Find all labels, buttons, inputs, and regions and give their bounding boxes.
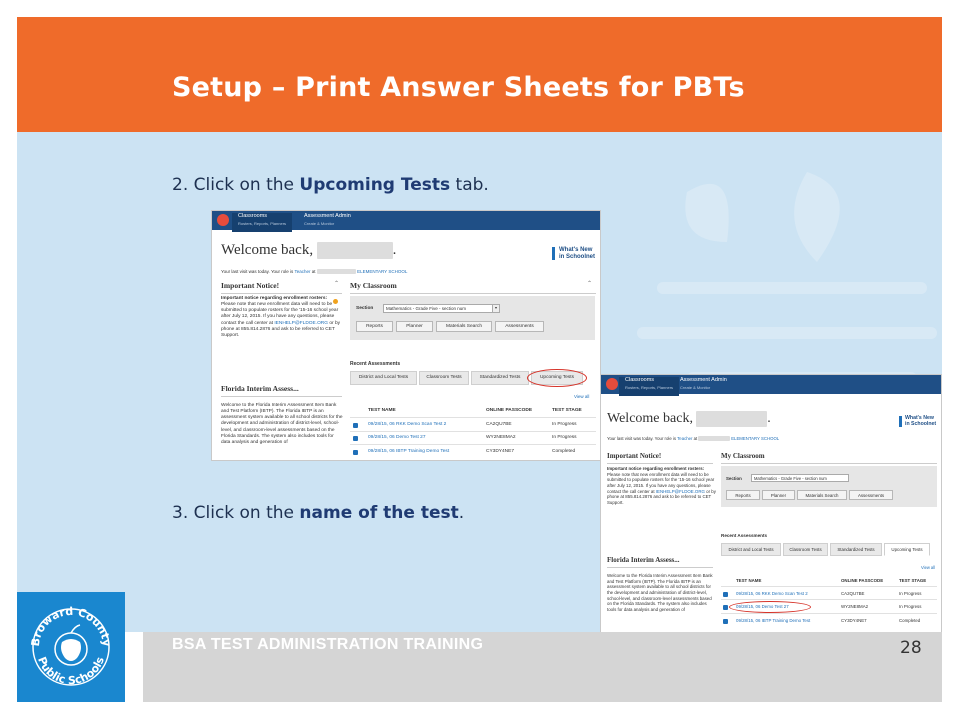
whats-new-line-1: What's New	[559, 247, 593, 253]
table-divider	[721, 613, 937, 614]
role-link[interactable]: Teacher	[677, 436, 693, 441]
step-3-text: 3. Click on the	[172, 503, 300, 523]
section-toolbar	[721, 466, 937, 507]
svg-text:Broward County: Broward County	[28, 604, 114, 648]
tab-classroom-tests[interactable]	[783, 543, 828, 556]
table-divider	[721, 599, 937, 600]
tab-classroom-label: Classroom Tests	[789, 547, 822, 552]
school-link[interactable]: ELEMENTARY SCHOOL	[731, 436, 780, 441]
user-name	[317, 242, 393, 259]
district-logo	[17, 592, 125, 702]
table-divider	[350, 431, 596, 432]
notice-text	[221, 296, 344, 339]
materials-search-label: Materials Search	[805, 492, 839, 498]
step-2-instruction	[172, 175, 489, 195]
section-label: Section	[726, 476, 742, 481]
notice-head: Important notice regarding enrollment rosters:	[607, 466, 705, 471]
tab-classroom-label: Classroom Tests	[426, 375, 462, 380]
planner-button[interactable]	[396, 321, 433, 332]
stage-cell: In Progress	[552, 422, 577, 427]
school-name-blur	[698, 436, 730, 441]
reports-button[interactable]	[356, 321, 393, 332]
step-3-instruction	[172, 503, 464, 523]
passcode-cell: WY2NE8MA2	[841, 604, 869, 609]
tab-upcoming-label: Upcoming Tests	[891, 547, 923, 552]
assessments-label: Assessments	[505, 324, 534, 329]
classroom-panel-title: My Classroom	[721, 452, 937, 464]
recent-assessments-heading: Recent Assessments	[721, 533, 768, 538]
materials-search-button[interactable]	[436, 321, 492, 332]
passcode-cell: CY3DY4NE7	[486, 449, 514, 454]
column-test-name: TEST NAME	[736, 578, 762, 583]
visit-info	[221, 269, 407, 274]
tab-upcoming-tests[interactable]	[884, 543, 930, 556]
screenshot-test-name	[600, 374, 942, 633]
nav-classrooms[interactable]	[232, 213, 292, 232]
step-2-bold: Upcoming Tests	[299, 175, 451, 195]
test-name-link[interactable]: 09/28/15, 06 Demo Test 27	[736, 604, 789, 609]
print-icon[interactable]	[723, 605, 728, 610]
visit-text: Your last visit was today. Your role is	[221, 269, 294, 274]
materials-search-label: Materials Search	[446, 324, 482, 329]
notice-text	[607, 466, 716, 505]
stage-cell: In Progress	[552, 435, 577, 440]
collapse-chevron-icon[interactable]: ⌃	[587, 281, 593, 287]
visit-at: at	[693, 436, 698, 441]
table-divider	[350, 444, 596, 445]
nav-classrooms-sub: Rosters, Reports, Planners	[625, 385, 674, 390]
fia-panel-title: Florida Interim Assess...	[607, 556, 713, 568]
tab-standardized-tests[interactable]	[830, 543, 882, 556]
column-online-passcode: ONLINE PASSCODE	[486, 408, 533, 413]
highlight-circle	[527, 369, 587, 387]
reports-label: Reports	[735, 492, 751, 498]
step-2-text-end: tab.	[450, 175, 489, 195]
nav-admin-label: Assessment Admin	[680, 377, 727, 383]
test-name-link[interactable]: 09/28/15, 06 Demo Test 27	[368, 435, 426, 440]
section-toolbar	[350, 296, 595, 340]
notice-body: Please note that new enrollment data will need to be submitted to populate rosters for the '15-16 school year after July 12, 2015. If you have any questions, please contact the call center at	[607, 471, 715, 494]
welcome-text: Welcome back,	[221, 242, 314, 258]
print-icon[interactable]	[723, 592, 728, 597]
section-value: Mathematics - Grade Five - section num	[386, 306, 467, 311]
nav-admin-sub: Create & Monitor	[304, 221, 335, 226]
column-test-stage: TEST STAGE	[899, 578, 927, 583]
section-select[interactable]	[383, 304, 495, 313]
tab-standardized-label: Standardized Tests	[479, 375, 521, 380]
reports-button[interactable]	[726, 490, 760, 500]
assessments-label: Assessments	[857, 492, 885, 498]
column-online-passcode: ONLINE PASSCODE	[841, 578, 884, 583]
notice-body: Please note that new enrollment data will need to be submitted to populate rosters for the '15-16 school year after July 12, 2015. If you have any questions, please contact the call center at	[221, 302, 339, 326]
print-icon[interactable]	[353, 450, 358, 455]
fia-panel-title: Florida Interim Assess...	[221, 384, 342, 397]
stage-cell: In Progress	[899, 604, 922, 609]
table-divider	[350, 417, 596, 418]
notice-email-link[interactable]: IENHELP@FLDOE.ORG	[655, 488, 705, 494]
section-value: Mathematics - Grade Five - section num	[754, 476, 827, 481]
stage-cell: Completed	[899, 618, 921, 623]
school-link[interactable]: ELEMENTARY SCHOOL	[357, 269, 408, 274]
welcome-heading: Welcome back, .	[221, 242, 397, 258]
whats-new-link[interactable]	[552, 247, 595, 260]
slide-title: Setup – Print Answer Sheets for PBTs	[172, 72, 745, 103]
tab-district-local[interactable]	[350, 371, 417, 385]
step-3-bold: name of the test	[299, 503, 459, 523]
notice-panel-title: Important Notice!	[607, 452, 713, 464]
tab-standardized-tests[interactable]	[471, 371, 529, 385]
print-icon[interactable]	[353, 423, 358, 428]
fia-text: Welcome to the Florida Interim Assessment Item Bank and Test Platform (IBTP). The Florida IBTP is an assessment system available to all school districts for the development and administration of district-level, school-level, and classroom-level assessments based on the Florida Standards. The system also includes tools for data analysis and generation of	[607, 573, 713, 612]
planner-label: Planner	[406, 324, 423, 329]
tab-upcoming-label: Upcoming Tests	[539, 375, 575, 380]
test-name-link[interactable]: 09/28/15, 06 RKK Demo Scan Test 2	[368, 422, 447, 427]
table-divider	[721, 586, 937, 587]
stage-cell: In Progress	[899, 591, 922, 596]
materials-search-button[interactable]	[797, 490, 847, 500]
section-label: Section	[356, 306, 374, 311]
nav-classrooms-sub: Rosters, Reports, Planners	[238, 221, 287, 226]
print-icon[interactable]	[723, 619, 728, 624]
notice-email-link[interactable]: IENHELP@FLDOE.ORG	[274, 320, 328, 326]
step-2-text: 2. Click on the	[172, 175, 300, 195]
visit-info	[607, 436, 779, 441]
print-icon[interactable]	[353, 436, 358, 441]
notice-head: Important notice regarding enrollment rosters:	[221, 296, 328, 301]
school-name-blur	[317, 269, 356, 274]
nav-admin-sub: Create & Monitor	[680, 385, 711, 390]
nav-assessment-admin[interactable]	[680, 377, 727, 391]
nav-admin-label: Assessment Admin	[304, 213, 351, 219]
tab-district-local[interactable]	[721, 543, 781, 556]
whats-new-line-2: in Schoolnet	[559, 253, 595, 260]
tab-district-label: District and Local Tests	[358, 375, 409, 380]
passcode-cell: CA2QU7BE	[841, 591, 865, 596]
test-name-link[interactable]: 09/28/15, 06 IBTP Training Demo Test	[368, 449, 450, 454]
view-all-link[interactable]: View all	[574, 394, 590, 399]
notice-tail: or by phone at 855.814.2876 and ask to be referred to CET Support.	[607, 488, 716, 505]
footer-text: BSA TEST ADMINISTRATION TRAINING	[172, 636, 484, 653]
test-name-link[interactable]: 09/28/15, 06 RKK Demo Scan Test 2	[736, 591, 808, 596]
dropdown-arrow-icon[interactable]: ▾	[492, 304, 500, 313]
assessments-button[interactable]	[495, 321, 544, 332]
column-test-name: TEST NAME	[368, 408, 396, 413]
screenshot-upcoming-tests	[211, 210, 601, 461]
step-3-text-end: .	[458, 503, 465, 523]
app-nav-bar	[601, 375, 941, 394]
visit-at: at	[311, 269, 316, 274]
svg-text:Public Schools: Public Schools	[35, 654, 107, 688]
view-all-link[interactable]: View all	[921, 565, 936, 570]
whats-new-line-2: in Schoolnet	[905, 420, 937, 427]
page-number: 28	[900, 638, 922, 658]
home-icon[interactable]	[606, 378, 618, 390]
logo-seal-icon	[17, 592, 125, 702]
welcome-text: Welcome back,	[607, 411, 693, 426]
collapse-chevron-icon[interactable]: ⌃	[334, 281, 340, 287]
user-name	[696, 411, 767, 427]
nav-assessment-admin[interactable]	[304, 213, 351, 227]
classroom-panel-title: My Classroom	[350, 281, 596, 294]
highlight-circle	[729, 601, 811, 613]
role-link[interactable]: Teacher	[294, 269, 311, 274]
help-icon[interactable]	[333, 299, 338, 304]
planner-button[interactable]	[762, 490, 795, 500]
column-test-stage: TEST STAGE	[552, 408, 582, 413]
notice-panel-title: Important Notice!	[221, 281, 342, 294]
home-icon[interactable]	[217, 214, 229, 226]
nav-classrooms-label: Classrooms	[625, 377, 655, 383]
tab-classroom-tests[interactable]	[419, 371, 469, 385]
tab-district-label: District and Local Tests	[728, 547, 774, 552]
passcode-cell: CY3DY4NE7	[841, 618, 867, 623]
welcome-heading: Welcome back, .	[607, 411, 771, 426]
stage-cell: Completed	[552, 449, 576, 454]
app-nav-bar	[212, 211, 600, 230]
notice-tail: or by phone at 855.814.2876 and ask to be referred to CET Support.	[221, 320, 341, 338]
whats-new-link[interactable]	[899, 416, 936, 427]
fia-text: Welcome to the Florida Interim Assessment Item Bank and Test Platform (IBTP). The Florida IBTP is an assessment system available to all school districts for the development and administration of district-level, school-level, and classroom-level assessments based on the Florida Standards. The system also includes tools for data analysis and generation of	[221, 403, 343, 445]
test-name-link[interactable]: 09/28/15, 06 IBTP Training Demo Test	[736, 618, 811, 623]
reports-label: Reports	[366, 324, 383, 329]
visit-text: Your last visit was today. Your role is	[607, 436, 677, 441]
nav-classrooms-label: Classrooms	[238, 213, 268, 219]
recent-assessments-heading: Recent Assessments	[350, 361, 401, 367]
assessments-button[interactable]	[849, 490, 893, 500]
passcode-cell: WY2NE8MA2	[486, 435, 516, 440]
passcode-cell: CA2QU7BE	[486, 422, 512, 427]
whats-new-line-1: What's New	[905, 415, 934, 421]
tab-standardized-label: Standardized Tests	[837, 547, 875, 552]
planner-label: Planner	[770, 492, 787, 498]
section-select[interactable]	[751, 474, 849, 482]
nav-classrooms[interactable]	[619, 377, 679, 396]
